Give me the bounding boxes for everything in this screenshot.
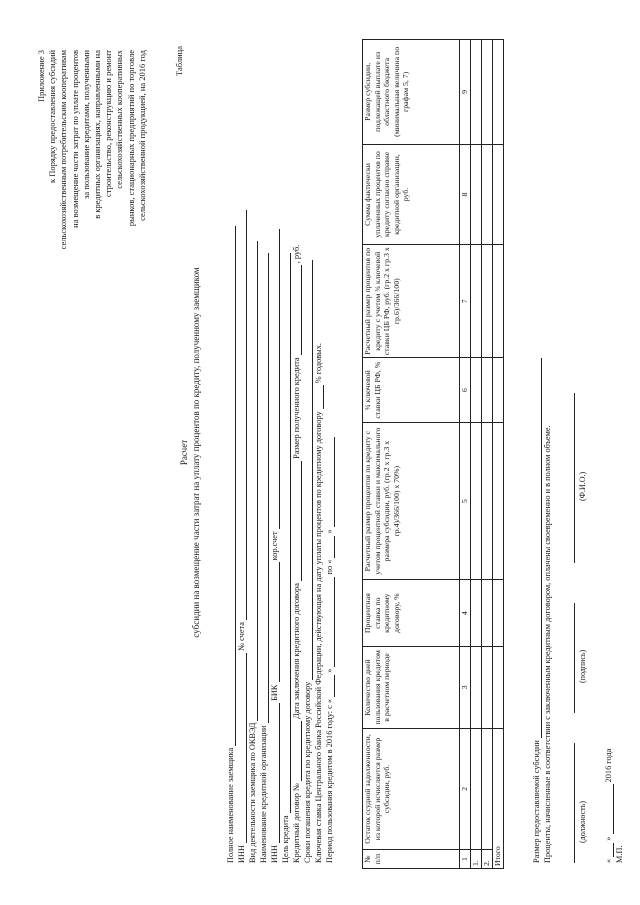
table-cell[interactable]	[471, 358, 482, 423]
okved-input[interactable]	[249, 241, 258, 721]
col-header: ¾ ключевой ставки ЦБ РФ, %	[363, 358, 460, 423]
subsidy-size-label: Размер предоставляемой субсидии	[532, 740, 541, 863]
column-number: 3	[460, 647, 471, 729]
total-cell[interactable]	[493, 647, 504, 729]
period-from-day-input[interactable]	[326, 675, 335, 697]
table-cell[interactable]	[471, 647, 482, 729]
col-header: Остаток ссудной задолженности, из которой исчисляется размер субсидии, руб.	[363, 728, 460, 849]
appendix-line: сельскохозяйственным потребительским кооперативам	[58, 50, 69, 250]
column-number: 8	[460, 144, 471, 244]
okved-label: Вид деятельности заемщика по ОКВЭД	[248, 722, 257, 863]
column-number-row	[460, 40, 471, 869]
period-from-month-input[interactable]	[326, 577, 335, 667]
signature-captions	[578, 343, 590, 863]
position-caption: (должность)	[578, 801, 587, 843]
table-cell[interactable]	[471, 423, 482, 580]
col-header: Расчетный размер процентов по кредиту с учетом ¾ ключевой ставки ЦБ РФ, руб. (гр.2 х гр.3 х гр.6)/366/100)	[363, 245, 460, 358]
table-header-row	[363, 40, 460, 869]
appendix-line: за пользование кредитами, полученными	[80, 50, 91, 199]
table-row	[471, 40, 482, 869]
col-header: Размер субсидии, подлежащей выплате из областного бюджета (минимальная величина по графам 5, 7)	[363, 40, 460, 145]
period-quote-close: »	[325, 668, 334, 673]
repayment-terms-label: Сроки погашения кредита по кредитному договору	[303, 681, 312, 863]
period-label: Период пользования кредитом в 2016 году: с «	[325, 698, 334, 863]
credit-purpose-input[interactable]	[282, 253, 291, 813]
contract-date-label: Дата заключения кредитного договора	[292, 583, 301, 719]
interest-statement	[543, 425, 553, 863]
col-header: Сумма фактически уплаченных процентов по кредиту согласно справке кредитной организации, руб.	[363, 144, 460, 244]
contract-field	[292, 245, 302, 863]
column-number: 6	[460, 358, 471, 423]
key-rate-label: Ключевая ставка Центрального банка Российской Федерации, действующая на дату уплаты процентов по кредитному договору	[314, 411, 323, 863]
appendix-line: на возмещение части затрат по уплате процентов	[69, 50, 80, 228]
total-cell[interactable]	[493, 423, 504, 580]
appendix-line: сельскохозяйственных кооперативных	[114, 50, 125, 189]
table-cell[interactable]	[482, 144, 493, 244]
bank-details-field	[270, 229, 280, 863]
bik-label: БИК	[270, 684, 279, 701]
col-header: № п/п	[363, 850, 460, 869]
borrower-name-input[interactable]	[227, 226, 236, 746]
contract-no-label: Кредитный договор №	[292, 783, 301, 863]
inn-label: ИНН	[237, 845, 246, 863]
total-cell[interactable]	[493, 580, 504, 647]
col-header: Расчетный размер процентов по кредиту с учетом процентной ставки и максимального размера субсидии, руб. (гр.2 х гр.3 х гр.4)/366/100) х 70%)	[363, 423, 460, 580]
key-rate-input[interactable]	[315, 385, 324, 409]
borrower-name-field	[226, 226, 236, 863]
appendix-line: к Порядку предоставления субсидий	[47, 50, 58, 184]
table-cell[interactable]	[482, 40, 493, 145]
interest-statement-text: Проценты, начисленные в соответствии с заключенным кредитным договором, оплачены своевременно и в полном объеме.	[543, 425, 552, 863]
table-cell[interactable]	[471, 144, 482, 244]
bank-name-label: Наименование кредитной организации	[259, 725, 268, 863]
total-cell[interactable]	[493, 144, 504, 244]
table-cell[interactable]	[482, 245, 493, 358]
table-cell[interactable]	[482, 423, 493, 580]
total-cell[interactable]	[493, 358, 504, 423]
page-title	[178, 0, 202, 905]
subsidy-table	[362, 39, 504, 869]
mp-label: М.П.	[615, 845, 624, 863]
table-cell[interactable]	[482, 647, 493, 729]
account-label: № счета	[237, 622, 246, 651]
appendix-line: в кредитных организациях, направленными на	[92, 50, 103, 219]
credit-amount-input[interactable]	[293, 265, 302, 355]
full-name-caption: (Ф.И.О.)	[578, 471, 587, 501]
appendix-line: рынков, стационарных предприятий по торговле	[125, 50, 136, 227]
repayment-terms-input[interactable]	[304, 260, 313, 680]
period-quote-close-2: »	[325, 529, 334, 534]
appendix-line: строительство, реконструкцию и ремонт	[103, 50, 114, 197]
bik-input[interactable]	[271, 562, 280, 682]
signature-caption: (подпись)	[578, 649, 587, 683]
total-row	[493, 40, 504, 869]
okved-field	[248, 241, 258, 863]
column-number: 2	[460, 728, 471, 849]
account-input[interactable]	[238, 210, 247, 620]
subsidy-size-input[interactable]	[533, 358, 542, 738]
position-line[interactable]	[566, 743, 575, 863]
table-label: Таблица	[174, 46, 184, 76]
table-cell[interactable]	[482, 580, 493, 647]
column-number: 7	[460, 245, 471, 358]
column-number: 1	[460, 850, 471, 869]
table-row	[482, 40, 493, 869]
column-number: 5	[460, 423, 471, 580]
inn-account-field	[237, 210, 247, 863]
credit-purpose-label: Цель кредита	[281, 815, 290, 863]
table-cell[interactable]	[471, 728, 482, 849]
period-to-label: по «	[325, 559, 334, 575]
row-number: 1.	[471, 850, 482, 869]
date-month-input[interactable]	[605, 784, 614, 834]
col-header: Количество дней пользования кредитом в расчетном периоде	[363, 647, 460, 729]
date-field	[604, 749, 614, 863]
table-cell[interactable]	[482, 728, 493, 849]
appendix-line: Приложение 3	[36, 50, 46, 102]
table-cell[interactable]	[471, 245, 482, 358]
inn-input[interactable]	[238, 653, 247, 843]
column-number: 4	[460, 580, 471, 647]
key-rate-field	[314, 343, 324, 863]
total-cell[interactable]	[493, 40, 504, 145]
credit-amount-label: Размер полученного кредита	[292, 357, 301, 459]
signature-block	[566, 343, 578, 863]
col-header: Процентная ставка по кредитному договору, %	[363, 580, 460, 647]
inn2-label: ИНН	[270, 845, 279, 863]
period-to-month-input[interactable]	[326, 437, 335, 527]
title-line-2: субсидии на возмещение части затрат на уплату процентов по кредиту, полученному заемщиком	[191, 267, 201, 638]
bank-name-input[interactable]	[260, 253, 269, 723]
total-label: Итого	[493, 728, 504, 868]
rub-label: , руб.	[292, 244, 301, 264]
subsidy-size-field	[532, 358, 542, 863]
appendix-line: сельскохозяйственной продукцией, на 2016 год	[136, 50, 147, 221]
period-field	[325, 437, 335, 863]
table-cell[interactable]	[471, 40, 482, 145]
date-open-quote: «	[604, 858, 613, 863]
inn2-input[interactable]	[271, 703, 280, 843]
bank-name-field	[259, 253, 269, 863]
full-name-line[interactable]	[566, 393, 575, 563]
period-to-day-input[interactable]	[326, 536, 335, 558]
date-day-input[interactable]	[605, 843, 614, 857]
table-cell[interactable]	[471, 580, 482, 647]
appendix-header	[36, 50, 148, 410]
title-line-1: Расчет	[179, 439, 189, 466]
column-number: 9	[460, 40, 471, 145]
borrower-name-label: Полное наименование заемщика	[226, 747, 235, 863]
repayment-terms-field	[303, 260, 313, 863]
corr-account-input[interactable]	[271, 229, 280, 529]
date-close-quote: »	[604, 836, 613, 841]
contract-no-input[interactable]	[293, 721, 302, 781]
signature-line[interactable]	[566, 603, 575, 713]
corr-account-label: кор.счет	[270, 531, 279, 561]
contract-date-input[interactable]	[293, 461, 302, 581]
total-cell[interactable]	[493, 245, 504, 358]
credit-purpose-field	[281, 253, 291, 863]
date-year: 2016 года	[604, 748, 613, 783]
percent-annual-label: % годовых.	[314, 343, 323, 384]
table-cell[interactable]	[482, 358, 493, 423]
row-number: 2.	[482, 850, 493, 869]
